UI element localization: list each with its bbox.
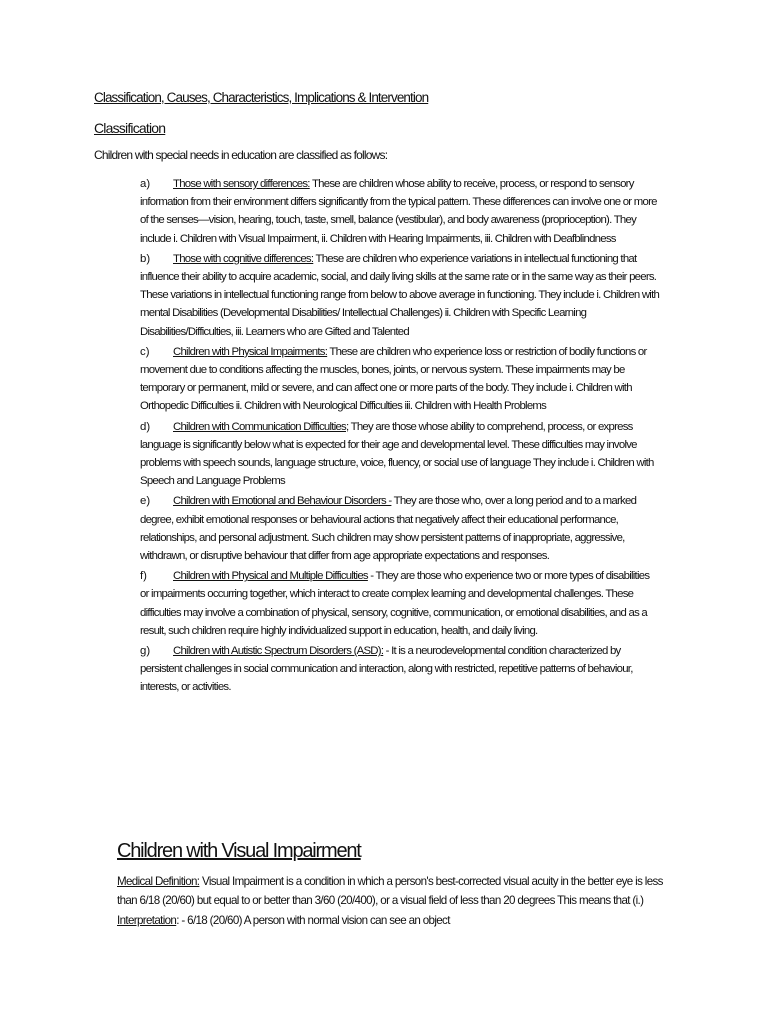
item-text: These are children who experience variations in intellectual functioning that influence their ability to acquire academic, social, and daily living skills at the same rate or in the same way as their peers. These variations in intellectual functioning range from below to above average in functioning. They include i. Children with mental Disabilities (Developmental Disabilities/ Intellectual Challenges) ii. Children with Specific Learning Disabilities/Difficulties, iii. Learners who are Gifted and Talented [140,252,660,338]
item-heading: Children with Physical and Multiple Difficulties [173,570,368,583]
item-heading: Children with Autistic Spectrum Disorders (ASD): [173,645,384,658]
item-heading: Children with Communication Difficulties; [173,420,349,433]
item-text: These are children who experience loss or restriction of bodily functions or movement due to conditions affecting the muscles, bones, joints, or nervous system. These impairments may be temporary or permanent, mild or severe, and can affect one or more parts of the body. They include i. Children with Orthopedic Difficulties ii. Children with Neurological Difficulties iii. Children with Health Problems [140,345,647,413]
definition-text: Visual Impairment is a condition in which a person's best-corrected visual acuity in the better eye is less than 6/18 (20/60) but equal to or better than 3/60 (20/400), or a visual field of less than 20 degrees This means that (i.) [117,875,663,908]
classification-list [140,175,660,699]
list-marker: g) [140,645,151,658]
interpretation-text: : - 6/18 (20/60) A person with normal vision can see an object [176,913,450,927]
definition-label: Medical Definition: [117,875,200,888]
intro-paragraph: Children with special needs in education are classified as follows: [94,148,388,162]
interpretation-label: Interpretation [117,913,177,927]
item-text: They are those who, over a long period and to a marked degree, exhibit emotional responses or behavioural actions that negatively affect their educational performance, relationships, and personal adjustment. Such children may show persistent patterns of inappropriate, aggressive, withdrawn, or disruptive behaviour that differ from age appropriate expectations and responses. [140,495,637,563]
list-marker: f) [140,570,147,583]
item-heading: Those with cognitive differences: [173,252,314,265]
section-title-visual-impairment: Children with Visual Impairment [117,840,361,862]
list-marker: d) [140,420,151,433]
list-marker: e) [140,495,151,508]
list-item-b [140,250,660,341]
item-text: - They are those who experience two or more types of disabilities or impairments occurring together, which interact to create complex learning and developmental challenges. These difficulties may involve a combination of physical, sensory, cognitive, communication, or emotional disabilities, and as a result, such children require highly individualized support in education, health, and daily living. [140,570,650,637]
classification-heading: Classification [94,120,166,136]
item-heading: Children with Emotional and Behaviour Disorders - [173,495,392,508]
list-marker: b) [140,252,151,265]
list-marker: a) [140,178,151,190]
list-marker: c) [140,345,150,358]
item-text: - It is a neurodevelopmental condition characterized by persistent challenges in social communication and interaction, along with restricted, repetitive patterns of behaviour, interests, or activities. [140,645,633,694]
item-text: These are children whose ability to receive, process, or respond to sensory information from their environment differs significantly from the typical pattern. These differences can involve one or more of the senses—vision, hearing, touch, taste, smell, balance (vestibular), and body awareness (proprioception). They include i. Children with Visual Impairment, ii. Children with Hearing Impairments, iii. Children with Deafblindness [140,178,657,245]
list-item-f [140,567,660,640]
document-title: Classification, Causes, Characteristics, Implications & Intervention [94,90,429,105]
item-heading: Children with Physical Impairments: [173,345,328,358]
item-text: They are those whose ability to comprehend, process, or express language is significantly below what is expected for their age and developmental level. These difficulties may involve problems with speech sounds, language structure, voice, fluency, or social use of language They include i. Children with Speech and Language Problems [140,420,654,488]
list-item-d [140,418,660,491]
list-item-g [140,642,660,697]
list-item-c [140,343,660,416]
visual-impairment-definition [117,872,665,930]
item-heading: Those with sensory differences: [173,178,310,190]
list-item-a [140,175,660,248]
list-item-e [140,492,660,565]
